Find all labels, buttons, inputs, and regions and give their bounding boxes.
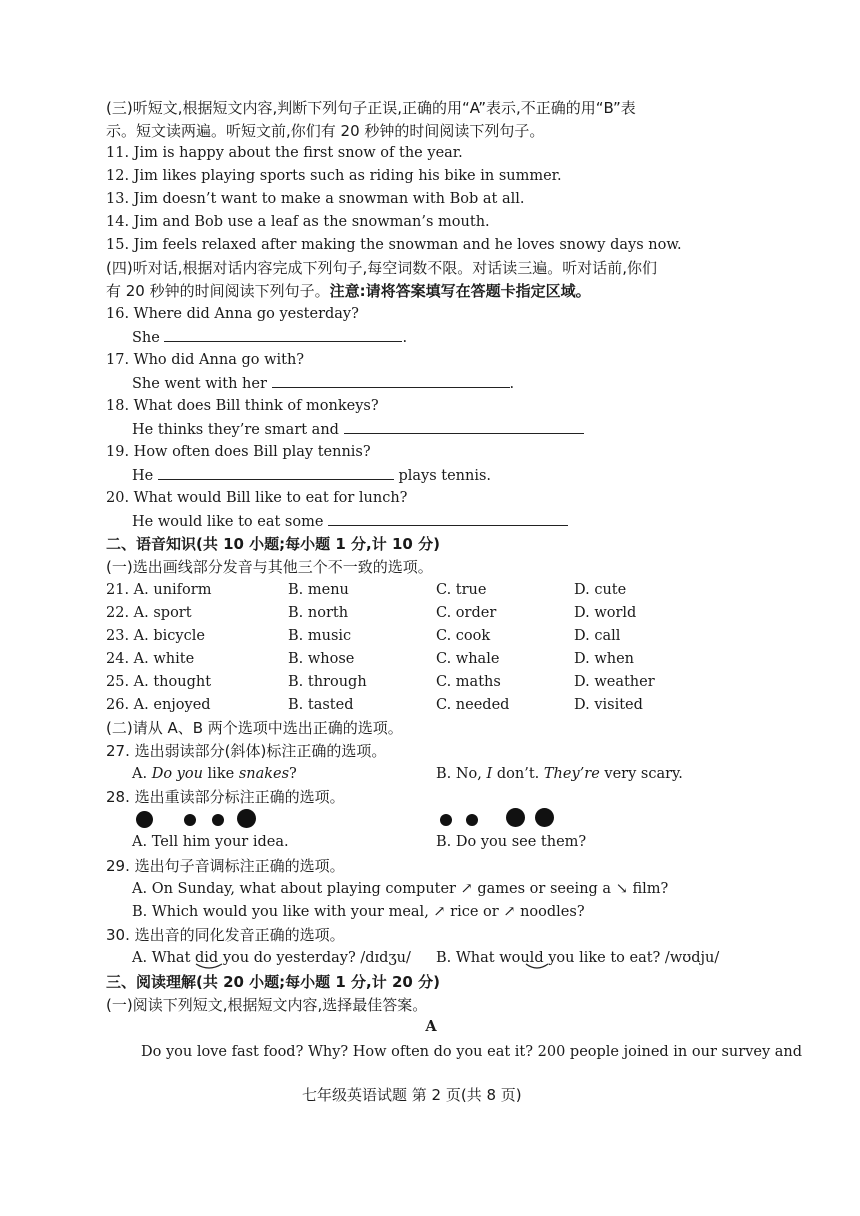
option-29b-text-2: rice or bbox=[450, 904, 499, 920]
option-27b-label: B. No, bbox=[436, 766, 487, 782]
option-24b: B. whose bbox=[288, 651, 355, 667]
statement-11: 11. Jim is happy about the first snow of the year. bbox=[106, 145, 463, 161]
answer-20-prefix: He would like to eat some bbox=[132, 514, 324, 530]
option-25c: C. maths bbox=[436, 674, 501, 690]
statement-15: 15. Jim feels relaxed after making the snowman and he loves snowy days now. bbox=[106, 237, 682, 253]
passage-first-line: Do you love fast food? Why? How often do you eat it? 200 people joined in our survey and bbox=[141, 1044, 803, 1060]
option-22c: C. order bbox=[436, 605, 497, 621]
part3-heading: 三、阅读理解(共 20 小题;每小题 1 分,计 20 分) bbox=[106, 973, 440, 991]
option-28a: A. Tell him your idea. bbox=[132, 834, 289, 850]
section4-instruction-line1: (四)听对话,根据对话内容完成下列句子,每空词数不限。对话读三遍。听对话前,你们 bbox=[106, 259, 658, 277]
page-footer: 七年级英语试题 第 2 页(共 8 页) bbox=[302, 1086, 522, 1104]
liaison-mark-30a bbox=[194, 962, 224, 972]
stress-dot bbox=[535, 808, 554, 827]
section4-instruction-line2 bbox=[106, 281, 591, 301]
option-25a: 25. A. thought bbox=[106, 674, 212, 690]
part2-heading: 二、语音知识(共 10 小题;每小题 1 分,计 10 分) bbox=[106, 535, 440, 553]
falling-intonation-icon: ↘ bbox=[615, 881, 628, 897]
option-27a-weak-2: snakes bbox=[238, 766, 290, 782]
option-21b: B. menu bbox=[288, 582, 349, 598]
stress-dot bbox=[237, 809, 256, 828]
stress-dot bbox=[136, 811, 153, 828]
stress-dot bbox=[440, 814, 452, 826]
question-19: 19. How often does Bill play tennis? bbox=[106, 444, 371, 460]
option-29a bbox=[132, 879, 668, 899]
option-25b: B. through bbox=[288, 674, 367, 690]
option-30b: B. What would you like to eat? /wʊdju/ bbox=[436, 950, 720, 966]
section3-instruction-line2: 示。短文读两遍。听短文前,你们有 20 秒钟的时间阅读下列句子。 bbox=[106, 122, 545, 140]
answer-18-prefix: He thinks they’re smart and bbox=[132, 422, 339, 438]
question-29: 29. 选出句子音调标注正确的选项。 bbox=[106, 857, 345, 875]
option-24a: 24. A. white bbox=[106, 651, 195, 667]
answer-19-suffix: plays tennis. bbox=[398, 468, 492, 484]
answer-17-suffix: . bbox=[509, 376, 515, 392]
option-26d: D. visited bbox=[574, 697, 643, 713]
option-23a: 23. A. bicycle bbox=[106, 628, 205, 644]
answer-19-blank[interactable] bbox=[158, 465, 394, 480]
statement-14: 14. Jim and Bob use a leaf as the snowman’s mouth. bbox=[106, 214, 490, 230]
stress-dot bbox=[506, 808, 525, 827]
option-27b-weak-1: I bbox=[486, 766, 493, 782]
option-22d: D. world bbox=[574, 605, 637, 621]
answer-line-18 bbox=[132, 419, 584, 440]
option-24d: D. when bbox=[574, 651, 634, 667]
question-18: 18. What does Bill think of monkeys? bbox=[106, 398, 379, 414]
option-26b: B. tasted bbox=[288, 697, 354, 713]
question-16: 16. Where did Anna go yesterday? bbox=[106, 306, 359, 322]
option-26c: C. needed bbox=[436, 697, 510, 713]
question-17: 17. Who did Anna go with? bbox=[106, 352, 305, 368]
stress-dot bbox=[466, 814, 478, 826]
section4-instruction-plain: 有 20 秒钟的时间阅读下列句子。 bbox=[106, 282, 330, 300]
part3-instruction-1: (一)阅读下列短文,根据短文内容,选择最佳答案。 bbox=[106, 996, 428, 1014]
rising-intonation-icon: ↗ bbox=[433, 904, 446, 920]
section3-instruction-line1: (三)听短文,根据短文内容,判断下列句子正误,正确的用“A”表示,不正确的用“B”表 bbox=[106, 99, 636, 117]
option-21d: D. cute bbox=[574, 582, 627, 598]
liaison-mark-30b bbox=[524, 962, 550, 972]
answer-16-blank[interactable] bbox=[164, 327, 402, 342]
option-23d: D. call bbox=[574, 628, 621, 644]
option-27a-text: like bbox=[202, 766, 239, 782]
option-30a: A. What did you do yesterday? /dɪdʒu/ bbox=[132, 950, 411, 966]
option-26a: 26. A. enjoyed bbox=[106, 697, 211, 713]
option-22a: 22. A. sport bbox=[106, 605, 192, 621]
answer-16-prefix: She bbox=[132, 330, 160, 346]
option-23c: C. cook bbox=[436, 628, 491, 644]
option-27b bbox=[436, 764, 683, 784]
stress-dot bbox=[212, 814, 224, 826]
part2-instruction-1: (一)选出画线部分发音与其他三个不一致的选项。 bbox=[106, 558, 433, 576]
answer-line-17 bbox=[132, 373, 514, 394]
option-29a-text-3: film? bbox=[632, 881, 669, 897]
option-21c: C. true bbox=[436, 582, 487, 598]
question-27: 27. 选出弱读部分(斜体)标注正确的选项。 bbox=[106, 742, 387, 760]
option-22b: B. north bbox=[288, 605, 349, 621]
option-23b: B. music bbox=[288, 628, 352, 644]
option-29a-text-2: games or seeing a bbox=[477, 881, 612, 897]
passage-label: A bbox=[425, 1018, 437, 1035]
answer-line-19 bbox=[132, 465, 491, 486]
statement-12: 12. Jim likes playing sports such as riding his bike in summer. bbox=[106, 168, 562, 184]
option-29b-text-1: B. Which would you like with your meal, bbox=[132, 904, 429, 920]
rising-intonation-icon: ↗ bbox=[503, 904, 516, 920]
option-29b-text-3: noodles? bbox=[520, 904, 585, 920]
option-29a-text-1: A. On Sunday, what about playing computer bbox=[132, 881, 456, 897]
statement-13: 13. Jim doesn’t want to make a snowman with Bob at all. bbox=[106, 191, 525, 207]
section4-instruction-note: 注意:请将答案填写在答题卡指定区域。 bbox=[329, 282, 591, 300]
option-27a-label: A. bbox=[132, 766, 152, 782]
answer-line-20 bbox=[132, 511, 568, 532]
answer-20-blank[interactable] bbox=[328, 511, 568, 526]
option-27a-end: ? bbox=[289, 766, 297, 782]
answer-19-prefix: He bbox=[132, 468, 154, 484]
option-25d: D. weather bbox=[574, 674, 655, 690]
answer-17-blank[interactable] bbox=[272, 373, 510, 388]
answer-line-16 bbox=[132, 327, 407, 348]
answer-16-suffix: . bbox=[402, 330, 408, 346]
option-24c: C. whale bbox=[436, 651, 500, 667]
option-27b-end: very scary. bbox=[599, 766, 683, 782]
option-27a-weak-1: Do you bbox=[151, 766, 203, 782]
question-20: 20. What would Bill like to eat for lunch? bbox=[106, 490, 408, 506]
option-27b-text: don’t. bbox=[492, 766, 544, 782]
part2-instruction-2: (二)请从 A、B 两个选项中选出正确的选项。 bbox=[106, 719, 403, 737]
stress-dot bbox=[184, 814, 196, 826]
option-27a bbox=[132, 764, 297, 784]
option-21a: 21. A. uniform bbox=[106, 582, 212, 598]
option-29b bbox=[132, 902, 585, 922]
option-28b: B. Do you see them? bbox=[436, 834, 587, 850]
answer-18-blank[interactable] bbox=[344, 419, 584, 434]
question-28: 28. 选出重读部分标注正确的选项。 bbox=[106, 788, 345, 806]
rising-intonation-icon: ↗ bbox=[460, 881, 473, 897]
answer-17-prefix: She went with her bbox=[132, 376, 267, 392]
option-27b-weak-2: They’re bbox=[543, 766, 600, 782]
question-30: 30. 选出音的同化发音正确的选项。 bbox=[106, 926, 345, 944]
